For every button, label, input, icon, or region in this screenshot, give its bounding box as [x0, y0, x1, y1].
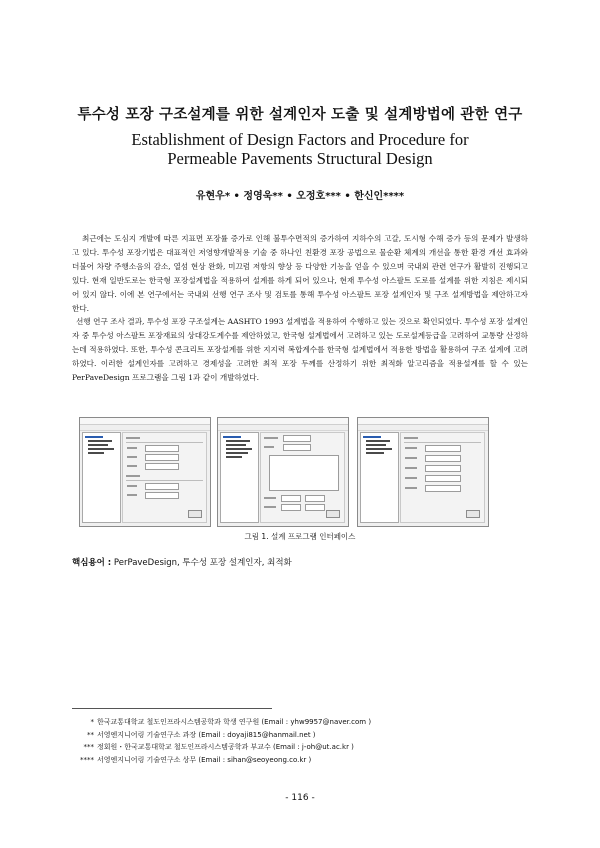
figure-screenshot-results-panel [217, 417, 349, 527]
author-list: 유현우* • 정영욱** • 오정호*** • 한신인**** [195, 191, 405, 202]
keywords-label: 핵심용어 : [72, 558, 112, 568]
title-english-line-1: Establishment of Design Factors and Procedure for [131, 130, 469, 149]
footnote-1: * 한국교통대학교 철도인프라시스템공학과 학생 연구원 (Email : yhw9957@naver.com ) [90, 718, 372, 726]
footnote-2: ** 서영엔지니어링 기술연구소 과장 (Email : doyaji815@hanmail.net ) [87, 730, 316, 739]
title-english-line-2: Permeable Pavements Structural Design [167, 149, 433, 168]
abstract [72, 232, 528, 385]
footnote-4: **** 서영엔지니어링 기술연구소 상무 (Email : sihan@seoyeong.co.kr ) [80, 755, 312, 764]
page-number: - 116 - [285, 793, 315, 803]
paper-title-english [0, 130, 600, 168]
keywords [72, 556, 292, 568]
footnotes [70, 716, 371, 766]
figure-screenshot-input-panel [79, 417, 211, 527]
footnote-divider [72, 708, 272, 709]
footnote-3: *** 정회원・한국교통대학교 철도인프라시스템공학과 부교수 (Email : j-oh@ut.ac.kr ) [83, 743, 354, 751]
abstract-paragraph-2: 선행 연구 조사 결과, 투수성 포장 구조설계는 AASHTO 1993 설계법을 적용하여 수행하고 있는 것으로 확인되었다. 투수성 포장 설계인자 중 투수성 아스팔트 포장재료의 상대강도계수를 제안하였고, 한국형 설계법에서 고려하고 있는 도로설계등급을 고려하여 교통량 산정하는데 적용하였다. 또한, 투수성 콘크리트 포장설계를 위한 지지력 복합계수를 한국형 설계법에서 적용한 방법을 활용하여 구조 설계에 고려하였다. 이러한 설계인자를 고려하고 경제성을 고려한 최적 포장 두께를 산정하기 위한 최적화 알고리즘을 적용설계를 할 수 있는 PerPaveDesign 프로그램을 그림 1과 같이 개발하였다. [72, 317, 529, 383]
keywords-value: PerPaveDesign, 투수성 포장 설계인자, 최적화 [113, 558, 292, 568]
abstract-paragraph-1: 최근에는 도심지 개발에 따른 지표면 포장률 증가로 인해 불투수면적의 증가하여 지하수의 고갈, 도시형 수해 증가 등의 문제가 발생하고 있다. 투수성 포장기법은 대표적인 저영향개발적용 기술 중 하나인 친환경 포장 공법으로 물순환 체계의 개선을 통한 환경 개선 효과와 더불어 차량 주행소음의 감소, 열섬 현상 완화, 미끄럼 저항의 향상 등 다양한 기능을 얻을 수 있으며 국내외 관련 연구가 활발히 진행되고 있다. 현재 일반도로는 한국형 포장설계법을 적용하여 설계를 하게 되어 있으나, 현재 투수성 아스팔트 도로를 설계를 위한 지침은 제시되어 있지 않다. 이에 본 연구에서는 국내외 선행 연구 조사 및 검토를 통해 투수성 아스팔트 포장 설계인자 및 구조 설계방법을 제안하고자 한다. [72, 234, 528, 313]
figure-caption: 그림 1. 설계 프로그램 인터페이스 [244, 532, 356, 541]
figure-screenshot-design-panel [357, 417, 489, 527]
paper-title-korean: 투수성 포장 구조설계를 위한 설계인자 도출 및 설계방법에 관한 연구 [77, 107, 523, 123]
